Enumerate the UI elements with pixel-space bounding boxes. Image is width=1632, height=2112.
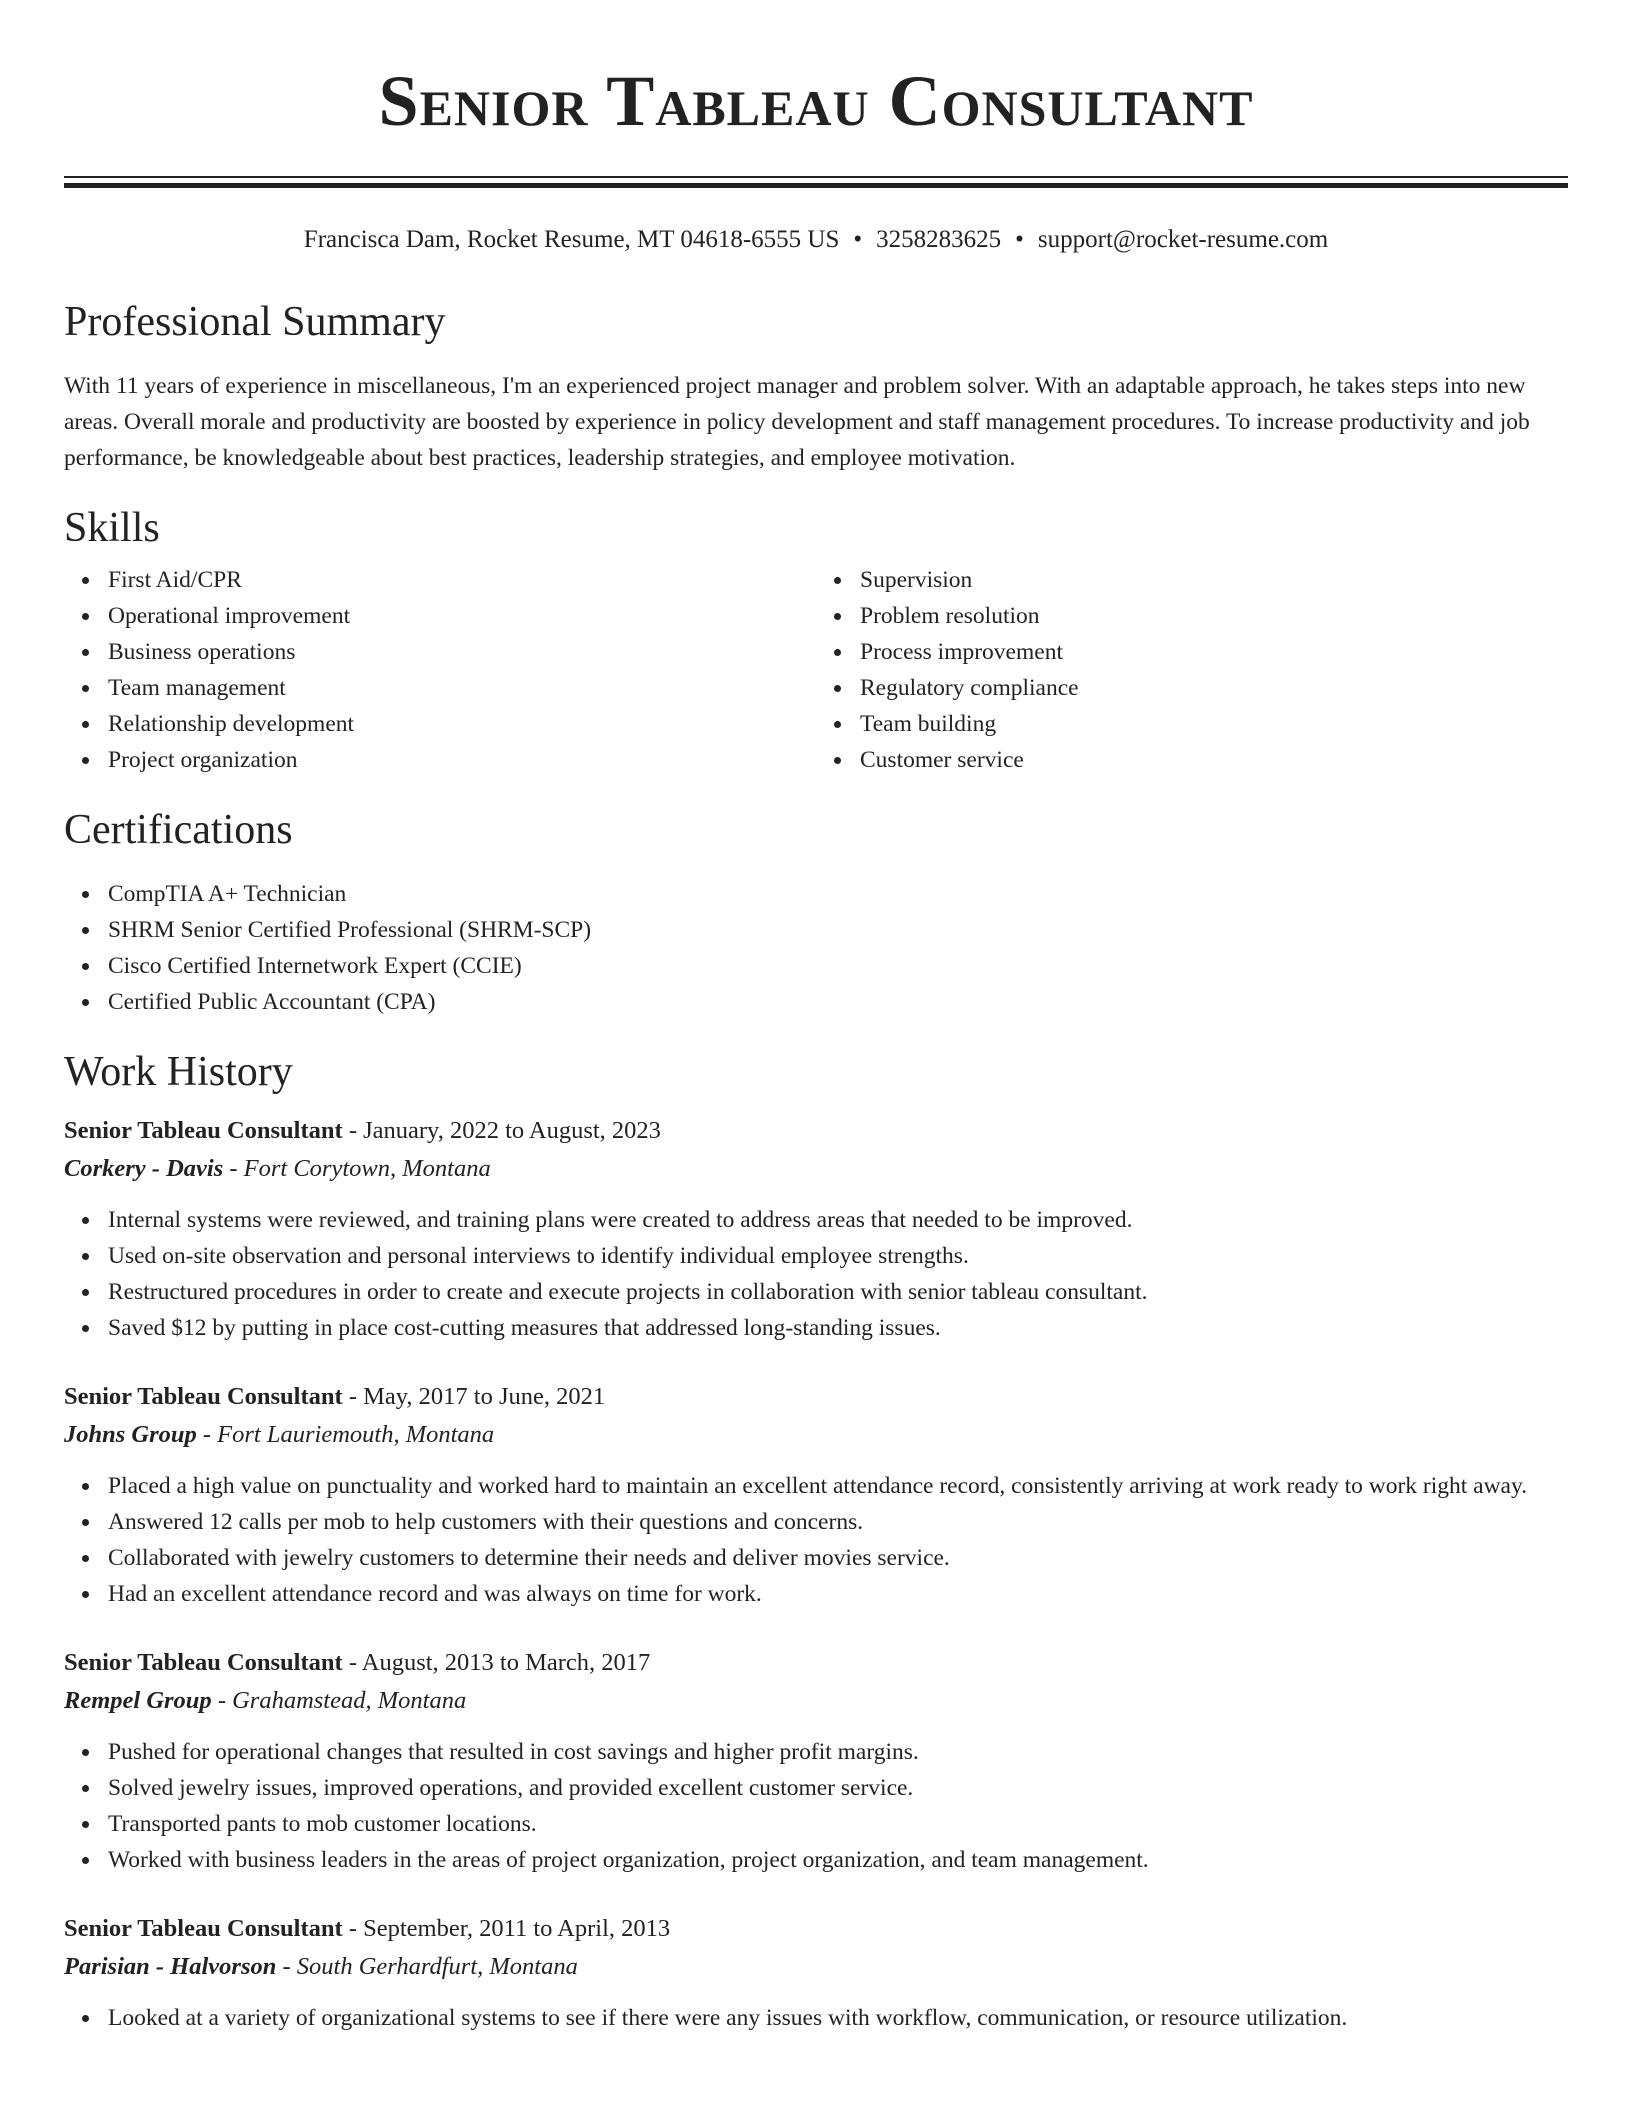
job-company: Johns Group (64, 1421, 197, 1448)
certification-item: SHRM Senior Certified Professional (SHRM-SCP) (108, 912, 1568, 948)
job-bullet: Solved jewelry issues, improved operations, and provided excellent customer service. (108, 1770, 1568, 1806)
job-bullet: Transported pants to mob customer locations. (108, 1806, 1568, 1842)
summary-heading: Professional Summary (64, 299, 446, 345)
skills-heading: Skills (64, 505, 160, 551)
certifications-heading: Certifications (64, 807, 293, 853)
contact-separator: • (1015, 226, 1024, 253)
skill-item: Business operations (108, 634, 816, 670)
job-bullets (64, 1468, 1568, 1612)
job-bullet: Worked with business leaders in the areas of project organization, project organization, and team management. (108, 1842, 1568, 1878)
job-dates: - September, 2011 to April, 2013 (342, 1915, 671, 1942)
job-title: Senior Tableau Consultant (64, 1117, 343, 1144)
job-bullet: Placed a high value on punctuality and worked hard to maintain an excellent attendance record, consistently arriving at work ready to work right away. (108, 1468, 1568, 1504)
certification-item: Certified Public Accountant (CPA) (108, 984, 1568, 1020)
job-entry (64, 1910, 1568, 2036)
job-company-line (64, 1948, 1568, 1986)
job-bullet: Restructured procedures in order to create and execute projects in collaboration with senior tableau consultant. (108, 1274, 1568, 1310)
contact-separator: • (853, 226, 863, 253)
job-title-line (64, 1112, 1568, 1150)
job-title-line (64, 1644, 1568, 1682)
job-company: Rempel Group (64, 1687, 212, 1714)
summary-text: With 11 years of experience in miscellaneous, I'm an experienced project manager and problem solver. With an adaptable approach, he takes steps into new areas. Overall morale and productivity are boosted by experience in policy development and staff management procedures. To increase productivity and job performance, be knowledgeable about best practices, leadership strategies, and employee motivation. (64, 373, 1530, 471)
contact-email: support@rocket-resume.com (1037, 226, 1329, 253)
job-dates: - August, 2013 to March, 2017 (342, 1649, 651, 1676)
job-dates: - May, 2017 to June, 2021 (342, 1383, 606, 1410)
job-company-line (64, 1150, 1568, 1188)
job-location: - South Gerhardfurt, Montana (276, 1953, 578, 1980)
job-bullet: Answered 12 calls per mob to help customers with their questions and concerns. (108, 1504, 1568, 1540)
certifications-list (64, 876, 1568, 1020)
job-location: - Grahamstead, Montana (211, 1687, 467, 1714)
job-bullets (64, 2000, 1568, 2036)
job-bullet: Collaborated with jewelry customers to determine their needs and deliver movies service. (108, 1540, 1568, 1576)
skill-item: Relationship development (108, 706, 816, 742)
job-entry (64, 1644, 1568, 1878)
job-bullet: Saved $12 by putting in place cost-cutting measures that addressed long-standing issues. (108, 1310, 1568, 1346)
skill-item: First Aid/CPR (108, 562, 816, 598)
resume-title: Senior Tableau Consultant (378, 61, 1254, 141)
job-bullet: Used on-site observation and personal interviews to identify individual employee strengths. (108, 1238, 1568, 1274)
contact-phone: 3258283625 (876, 226, 1002, 253)
contact-address: Francisca Dam, Rocket Resume, MT 04618-6555 US (303, 226, 840, 253)
job-bullet: Internal systems were reviewed, and training plans were created to address areas that needed to be improved. (108, 1202, 1568, 1238)
skills-right-list (816, 562, 1568, 778)
certification-item: CompTIA A+ Technician (108, 876, 1568, 912)
job-bullet: Had an excellent attendance record and was always on time for work. (108, 1576, 1568, 1612)
title-divider (64, 176, 1568, 188)
job-company: Corkery - Davis (64, 1155, 224, 1182)
job-location: - Fort Corytown, Montana (223, 1155, 491, 1182)
job-bullet: Pushed for operational changes that resulted in cost savings and higher profit margins. (108, 1734, 1568, 1770)
job-entry (64, 1112, 1568, 1346)
work-history-heading: Work History (64, 1049, 293, 1095)
skill-item: Operational improvement (108, 598, 816, 634)
job-title-line (64, 1378, 1568, 1416)
job-title: Senior Tableau Consultant (64, 1383, 343, 1410)
skill-item: Process improvement (860, 634, 1568, 670)
job-bullet: Looked at a variety of organizational systems to see if there were any issues with workflow, communication, or resource utilization. (108, 2000, 1568, 2036)
job-entry (64, 1378, 1568, 1612)
skill-item: Supervision (860, 562, 1568, 598)
skill-item: Project organization (108, 742, 816, 778)
job-company-line (64, 1682, 1568, 1720)
job-title: Senior Tableau Consultant (64, 1649, 343, 1676)
job-title-line (64, 1910, 1568, 1948)
skills-columns (64, 562, 1568, 778)
job-bullets (64, 1734, 1568, 1878)
skill-item: Customer service (860, 742, 1568, 778)
skills-left-list (64, 562, 816, 778)
resume-page (64, 0, 1568, 2036)
skill-item: Problem resolution (860, 598, 1568, 634)
certification-item: Cisco Certified Internetwork Expert (CCIE) (108, 948, 1568, 984)
skill-item: Team management (108, 670, 816, 706)
job-bullets (64, 1202, 1568, 1346)
job-dates: - January, 2022 to August, 2023 (342, 1117, 661, 1144)
skill-item: Team building (860, 706, 1568, 742)
contact-line (64, 224, 1568, 256)
job-company: Parisian - Halvorson (64, 1953, 277, 1980)
job-company-line (64, 1416, 1568, 1454)
skill-item: Regulatory compliance (860, 670, 1568, 706)
job-title: Senior Tableau Consultant (64, 1915, 343, 1942)
job-location: - Fort Lauriemouth, Montana (196, 1421, 495, 1448)
